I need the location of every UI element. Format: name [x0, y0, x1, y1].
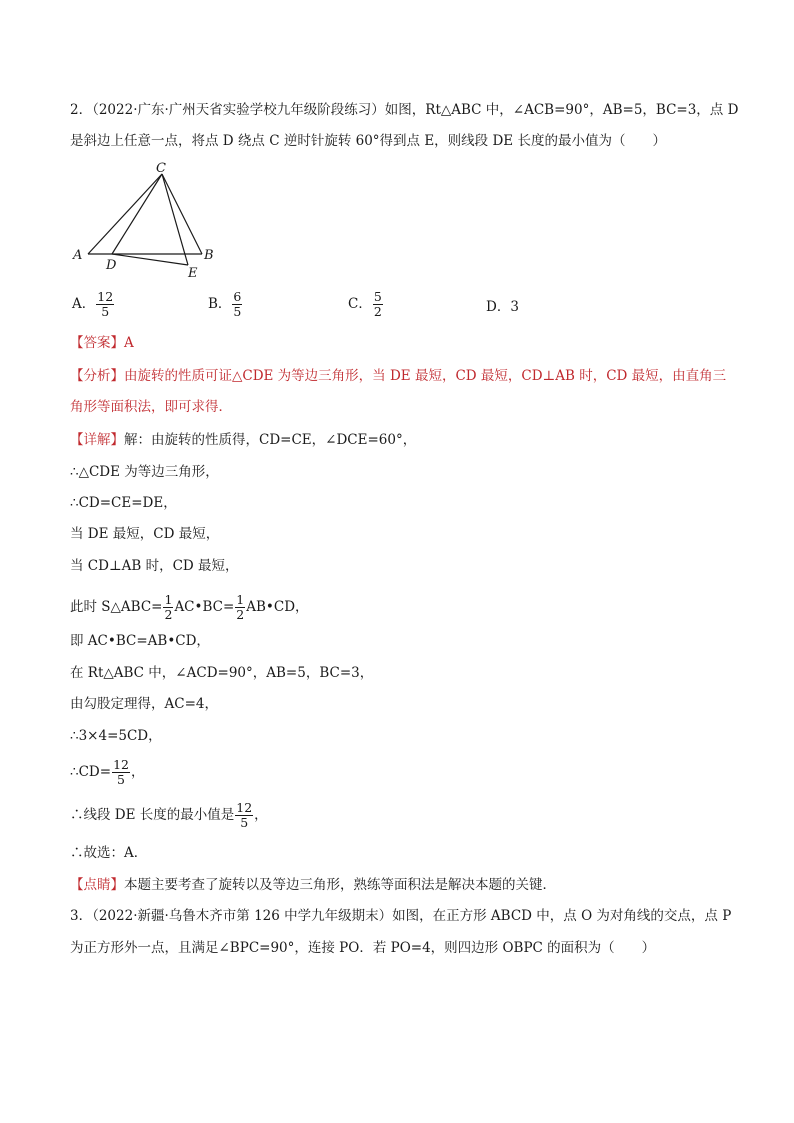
label-E: E [188, 266, 198, 281]
label-B: B [204, 248, 214, 263]
detail-line3: ∴CD=CE=DE， [70, 495, 177, 511]
q2-stem-line2: 是斜边上任意一点，将点 D 绕点 C 逆时针旋转 60°得到点 E，则线段 DE 长度的最小值为（ ） [70, 133, 666, 149]
detail-line13: ∴故选：A． [70, 845, 148, 861]
segment-AC [88, 174, 162, 254]
option-c[interactable]: C． $\frac{5}{2}$ [348, 289, 382, 319]
segment-CD [112, 174, 162, 254]
detail-line10: ∴3×4=5CD， [70, 728, 162, 744]
analysis-line2: 角形等面积法，即可求得． [70, 399, 232, 415]
detail-line2: ∴△CDE 为等边三角形， [70, 464, 219, 480]
option-a[interactable]: A． $\frac{12}{5}$ [72, 289, 114, 319]
option-b[interactable]: B． $\frac{6}{5}$ [208, 289, 242, 319]
label-A: A [73, 248, 83, 263]
detail-line9: 由勾股定理得，AC=4， [70, 696, 218, 712]
detail-line1: 【详解】解：由旋转的性质得，CD=CE，∠DCE=60°， [70, 432, 417, 448]
triangle-figure [64, 160, 234, 282]
detail-line12: ∴线段 DE 长度的最小值是 $\frac{12}{5}$ ， [70, 800, 268, 830]
option-d[interactable]: D．3 [486, 299, 519, 315]
q3-stem-line1: 3．（2022·新疆·乌鲁木齐市第 126 中学九年级期末）如图，在正方形 ABCD 中，点 O 为对角线的交点，点 P [70, 908, 732, 924]
detail-line8: 在 Rt△ABC 中，∠ACD=90°，AB=5，BC=3， [70, 665, 374, 681]
detail-line7: 即 AC•BC=AB•CD， [70, 633, 210, 649]
q2-stem-line1: 2．（2022·广东·广州天省实验学校九年级阶段练习）如图，Rt△ABC 中，∠ACB=90°，AB=5，BC=3，点 D [70, 102, 739, 118]
detail-line5: 当 CD⊥AB 时，CD 最短， [70, 558, 239, 574]
detail-line6: 此时 S△ABC= $\frac{1}{2}$ AC•BC= $\frac{1}{2}$ AB•CD， [70, 592, 309, 622]
q3-stem-line2: 为正方形外一点，且满足∠BPC=90°，连接 PO．若 PO=4，则四边形 OBPC 的面积为（ ） [70, 940, 656, 956]
comment-line: 【点睛】本题主要考查了旋转以及等边三角形，熟练等面积法是解决本题的关键． [70, 877, 556, 893]
label-D: D [106, 258, 117, 273]
detail-line4: 当 DE 最短，CD 最短， [70, 526, 220, 542]
analysis-line1: 【分析】由旋转的性质可证△CDE 为等边三角形，当 DE 最短，CD 最短，CD⊥AB 时，CD 最短，由直角三 [70, 368, 727, 384]
label-C: C [156, 161, 166, 176]
segment-DE [112, 254, 188, 265]
detail-line11: ∴CD= $\frac{12}{5}$ ， [70, 757, 145, 787]
answer-line: 【答案】A [70, 335, 134, 351]
